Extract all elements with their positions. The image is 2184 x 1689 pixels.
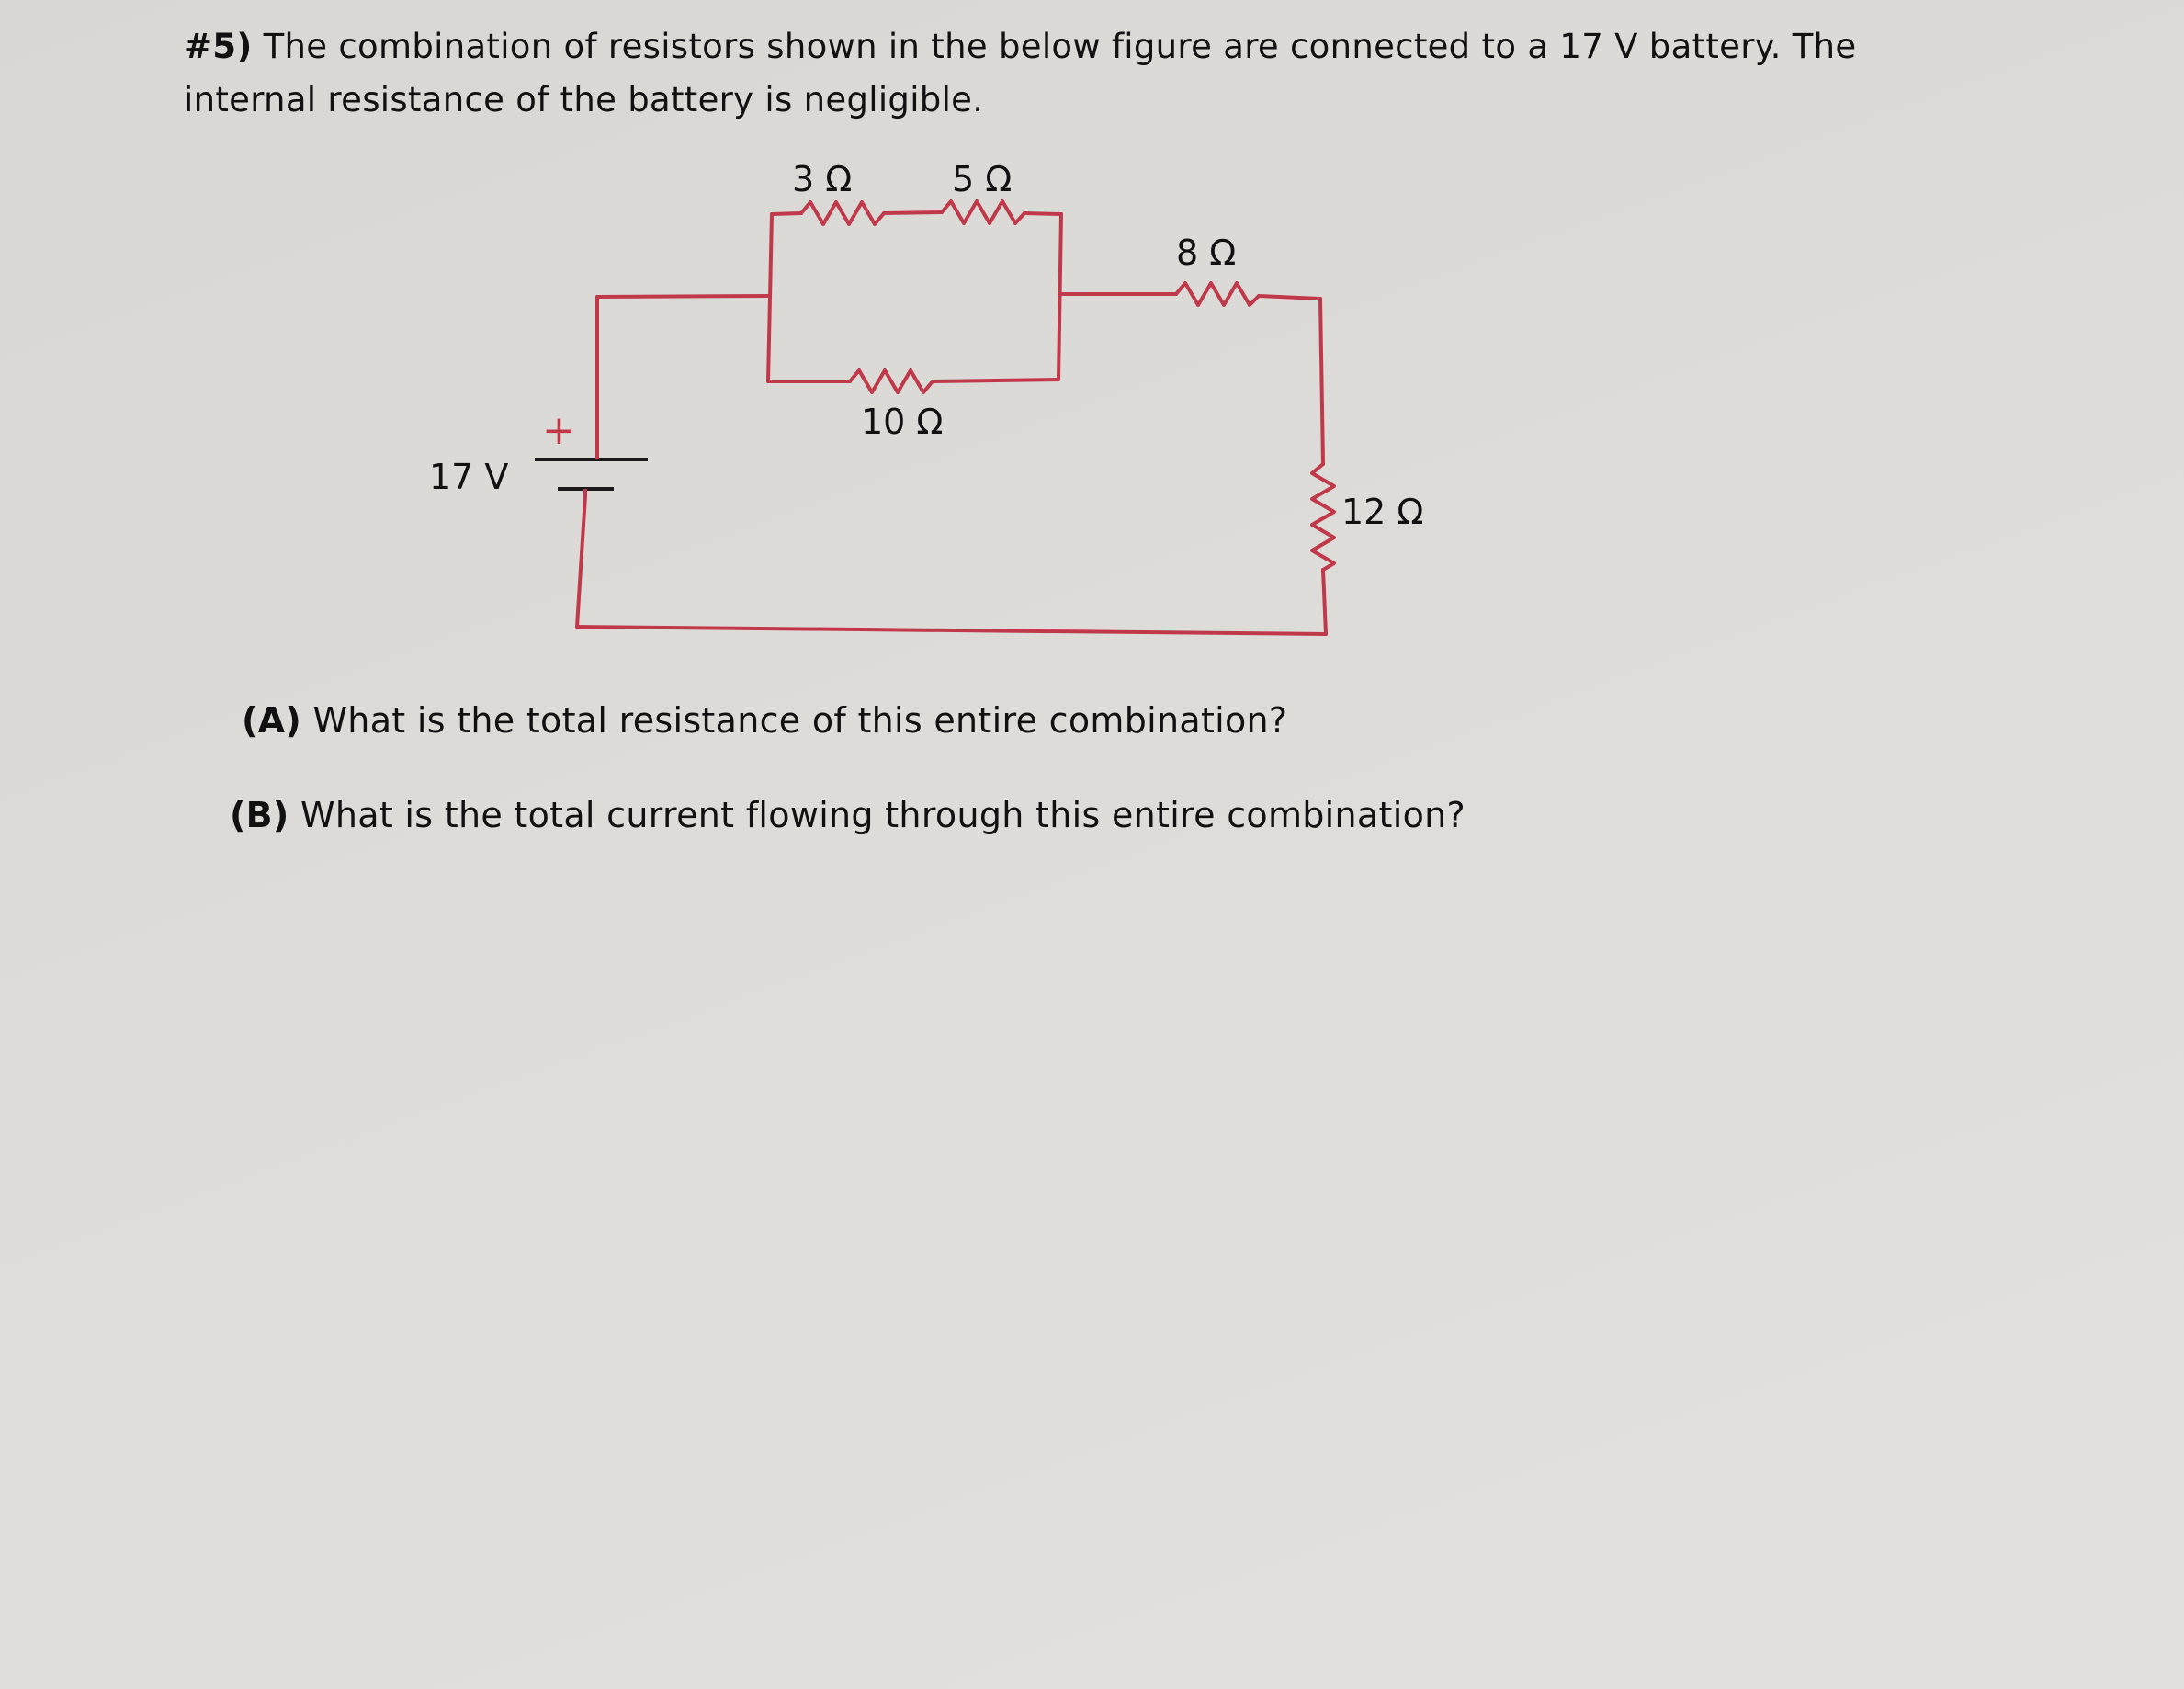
wire-right-lower xyxy=(1323,570,1326,634)
resistor-10-ohm-label: 10 Ω xyxy=(861,402,944,442)
wire-bottom-branch-end xyxy=(933,380,1058,381)
resistor-12-ohm-label: 12 Ω xyxy=(1341,492,1424,532)
wire-right-upper xyxy=(1320,299,1323,464)
resistor-3-ohm-symbol xyxy=(801,202,884,224)
resistor-5-ohm-symbol xyxy=(942,201,1024,223)
wire-parallel-left xyxy=(768,214,772,381)
question-a xyxy=(242,700,1287,741)
problem-text: The combination of resistors shown in the below figure are connected to a 17 V battery. The internal resistance of the battery is negligible. xyxy=(184,27,1857,119)
resistor-12-ohm-symbol xyxy=(1312,464,1334,570)
resistor-3-ohm-label: 3 Ω xyxy=(792,159,853,199)
battery-voltage-label: 17 V xyxy=(429,457,509,497)
resistor-8-ohm-symbol xyxy=(1176,283,1259,305)
resistor-5-ohm-label: 5 Ω xyxy=(952,159,1013,199)
question-a-tag: (A) xyxy=(242,700,302,741)
wire-parallel-right xyxy=(1058,214,1061,380)
question-a-text: What is the total resistance of this entire combination? xyxy=(312,700,1288,741)
problem-number: #5) xyxy=(184,27,253,66)
wire-left-lower xyxy=(577,496,585,627)
wire-bottom xyxy=(577,627,1326,634)
resistor-10-ohm-symbol xyxy=(850,370,933,392)
battery-plus-label: + xyxy=(542,407,576,454)
wire-top-branch-end xyxy=(1024,213,1061,214)
wire-top-branch-start xyxy=(772,213,801,214)
wire-left-top xyxy=(597,296,770,297)
question-b-text: What is the total current flowing through this entire combination? xyxy=(300,795,1465,835)
question-b xyxy=(230,795,1465,835)
resistor-8-ohm-label: 8 Ω xyxy=(1176,232,1237,273)
wire-top-branch-mid xyxy=(884,212,942,213)
wire-to-right xyxy=(1259,296,1320,299)
question-b-tag: (B) xyxy=(230,795,289,835)
